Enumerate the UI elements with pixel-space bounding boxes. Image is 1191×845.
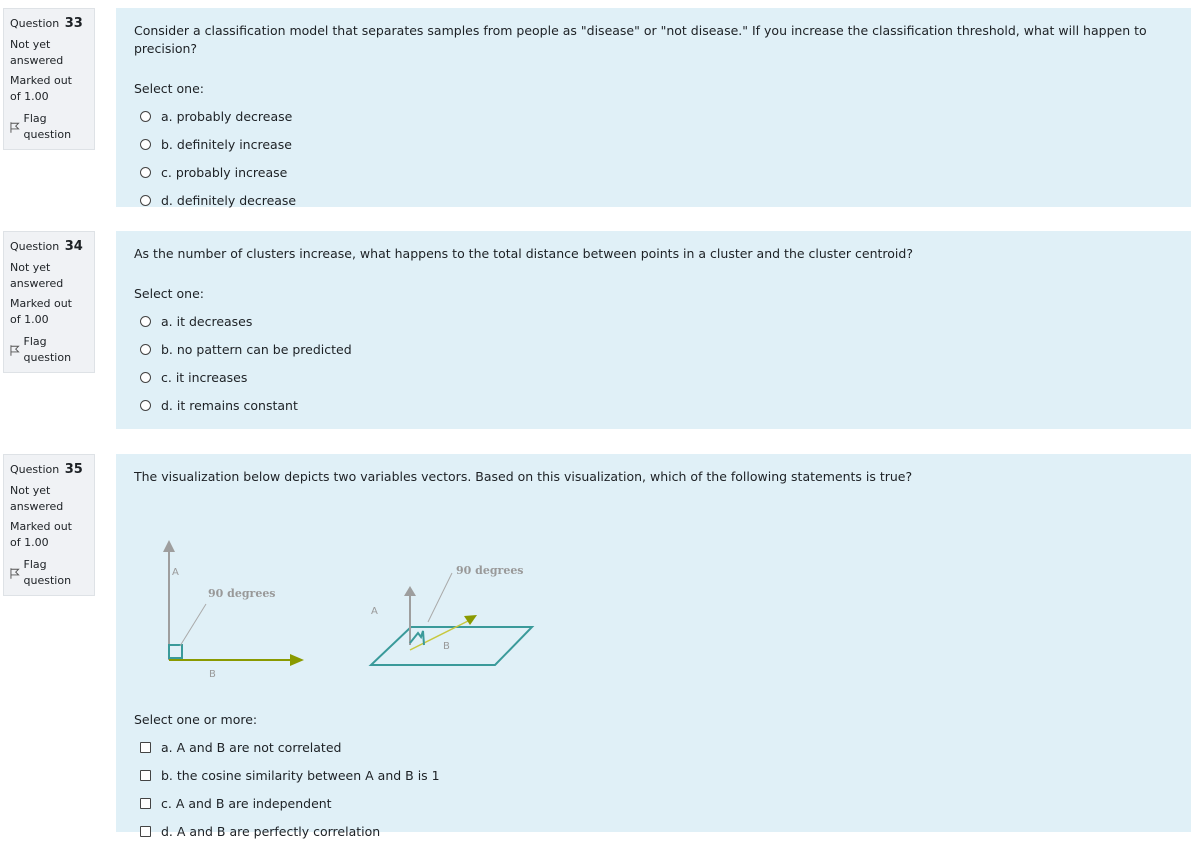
angle-label-right: 90 degrees <box>456 564 524 577</box>
angle-pointer-left <box>180 604 206 646</box>
flag-question-label: Flag question <box>23 112 72 141</box>
radio-button[interactable] <box>140 167 151 178</box>
question-state: Not yet answered <box>10 484 64 513</box>
question-number: Question 34 <box>10 239 83 254</box>
radio-button[interactable] <box>140 344 151 355</box>
right-angle-marker-left <box>169 645 182 658</box>
answer-list <box>134 102 1173 214</box>
plane <box>371 627 532 665</box>
answer-option[interactable]: b. no pattern can be predicted <box>134 335 1173 363</box>
label-a-left: A <box>172 567 179 578</box>
radio-button[interactable] <box>140 139 151 150</box>
question-state: Not yet answered <box>10 38 64 67</box>
question-35 <box>0 454 1191 839</box>
flag-icon <box>10 568 20 579</box>
question-state: Not yet answered <box>10 261 64 290</box>
right-angle-marker-right <box>410 631 424 645</box>
answer-option[interactable]: a. probably decrease <box>134 102 1173 130</box>
question-33 <box>0 8 1191 207</box>
answer-prompt: Select one: <box>134 81 205 96</box>
flag-icon <box>10 345 20 356</box>
flag-question-link[interactable] <box>10 334 94 366</box>
flag-question-link[interactable] <box>10 111 94 143</box>
angle-label-left: 90 degrees <box>208 587 276 600</box>
question-text: The visualization below depicts two variables vectors. Based on this visualization, which of the following statements is true? <box>134 469 913 484</box>
checkbox[interactable] <box>140 826 151 837</box>
question-info <box>3 8 95 150</box>
angle-pointer-right <box>428 573 452 622</box>
answer-option[interactable]: d. it remains constant <box>134 391 1173 419</box>
answer-option[interactable]: a. A and B are not correlated <box>134 733 1173 761</box>
radio-button[interactable] <box>140 316 151 327</box>
answer-option[interactable]: d. A and B are perfectly correlation <box>134 817 1173 845</box>
question-grade: Marked out of 1.00 <box>10 520 72 549</box>
checkbox[interactable] <box>140 798 151 809</box>
radio-button[interactable] <box>140 111 151 122</box>
flag-question-label: Flag question <box>23 335 72 364</box>
question-content <box>116 454 1191 839</box>
answer-list <box>134 733 1173 845</box>
arrowhead-a-left <box>163 540 175 552</box>
radio-button[interactable] <box>140 372 151 383</box>
question-info <box>3 454 95 596</box>
checkbox[interactable] <box>140 770 151 781</box>
answer-option[interactable]: c. probably increase <box>134 158 1173 186</box>
flag-question-label: Flag question <box>23 558 72 587</box>
question-number: Question 35 <box>10 462 83 477</box>
answer-option[interactable]: c. A and B are independent <box>134 789 1173 817</box>
label-b-right: B <box>443 641 450 652</box>
flag-icon <box>10 122 20 133</box>
answer-prompt: Select one: <box>134 286 205 301</box>
vector-diagram <box>134 500 554 695</box>
answer-option[interactable]: b. definitely increase <box>134 130 1173 158</box>
arrowhead-b-right <box>464 615 477 625</box>
answer-prompt: Select one or more: <box>134 712 258 727</box>
label-b-left: B <box>209 669 216 680</box>
question-grade: Marked out of 1.00 <box>10 297 72 326</box>
vector-figure <box>134 500 1173 695</box>
answer-option[interactable]: b. the cosine similarity between A and B is 1 <box>134 761 1173 789</box>
answer-option[interactable]: d. definitely decrease <box>134 186 1173 214</box>
question-number: Question 33 <box>10 16 83 31</box>
radio-button[interactable] <box>140 195 151 206</box>
question-content <box>116 231 1191 429</box>
arrowhead-a-right <box>404 586 416 596</box>
answer-list <box>134 307 1173 419</box>
question-text: As the number of clusters increase, what happens to the total distance between points in a cluster and the cluster centroid? <box>134 246 913 261</box>
radio-button[interactable] <box>140 400 151 411</box>
question-grade: Marked out of 1.00 <box>10 74 72 103</box>
arrowhead-b-left <box>290 654 304 666</box>
flag-question-link[interactable] <box>10 557 94 589</box>
answer-option[interactable]: a. it decreases <box>134 307 1173 335</box>
question-text: Consider a classification model that separates samples from people as "disease" or "not disease." If you increase the classification threshold, what will happen to precision? <box>134 23 1147 56</box>
checkbox[interactable] <box>140 742 151 753</box>
question-34 <box>0 231 1191 429</box>
answer-option[interactable]: c. it increases <box>134 363 1173 391</box>
label-a-right: A <box>371 606 378 617</box>
question-info <box>3 231 95 373</box>
question-content <box>116 8 1191 207</box>
